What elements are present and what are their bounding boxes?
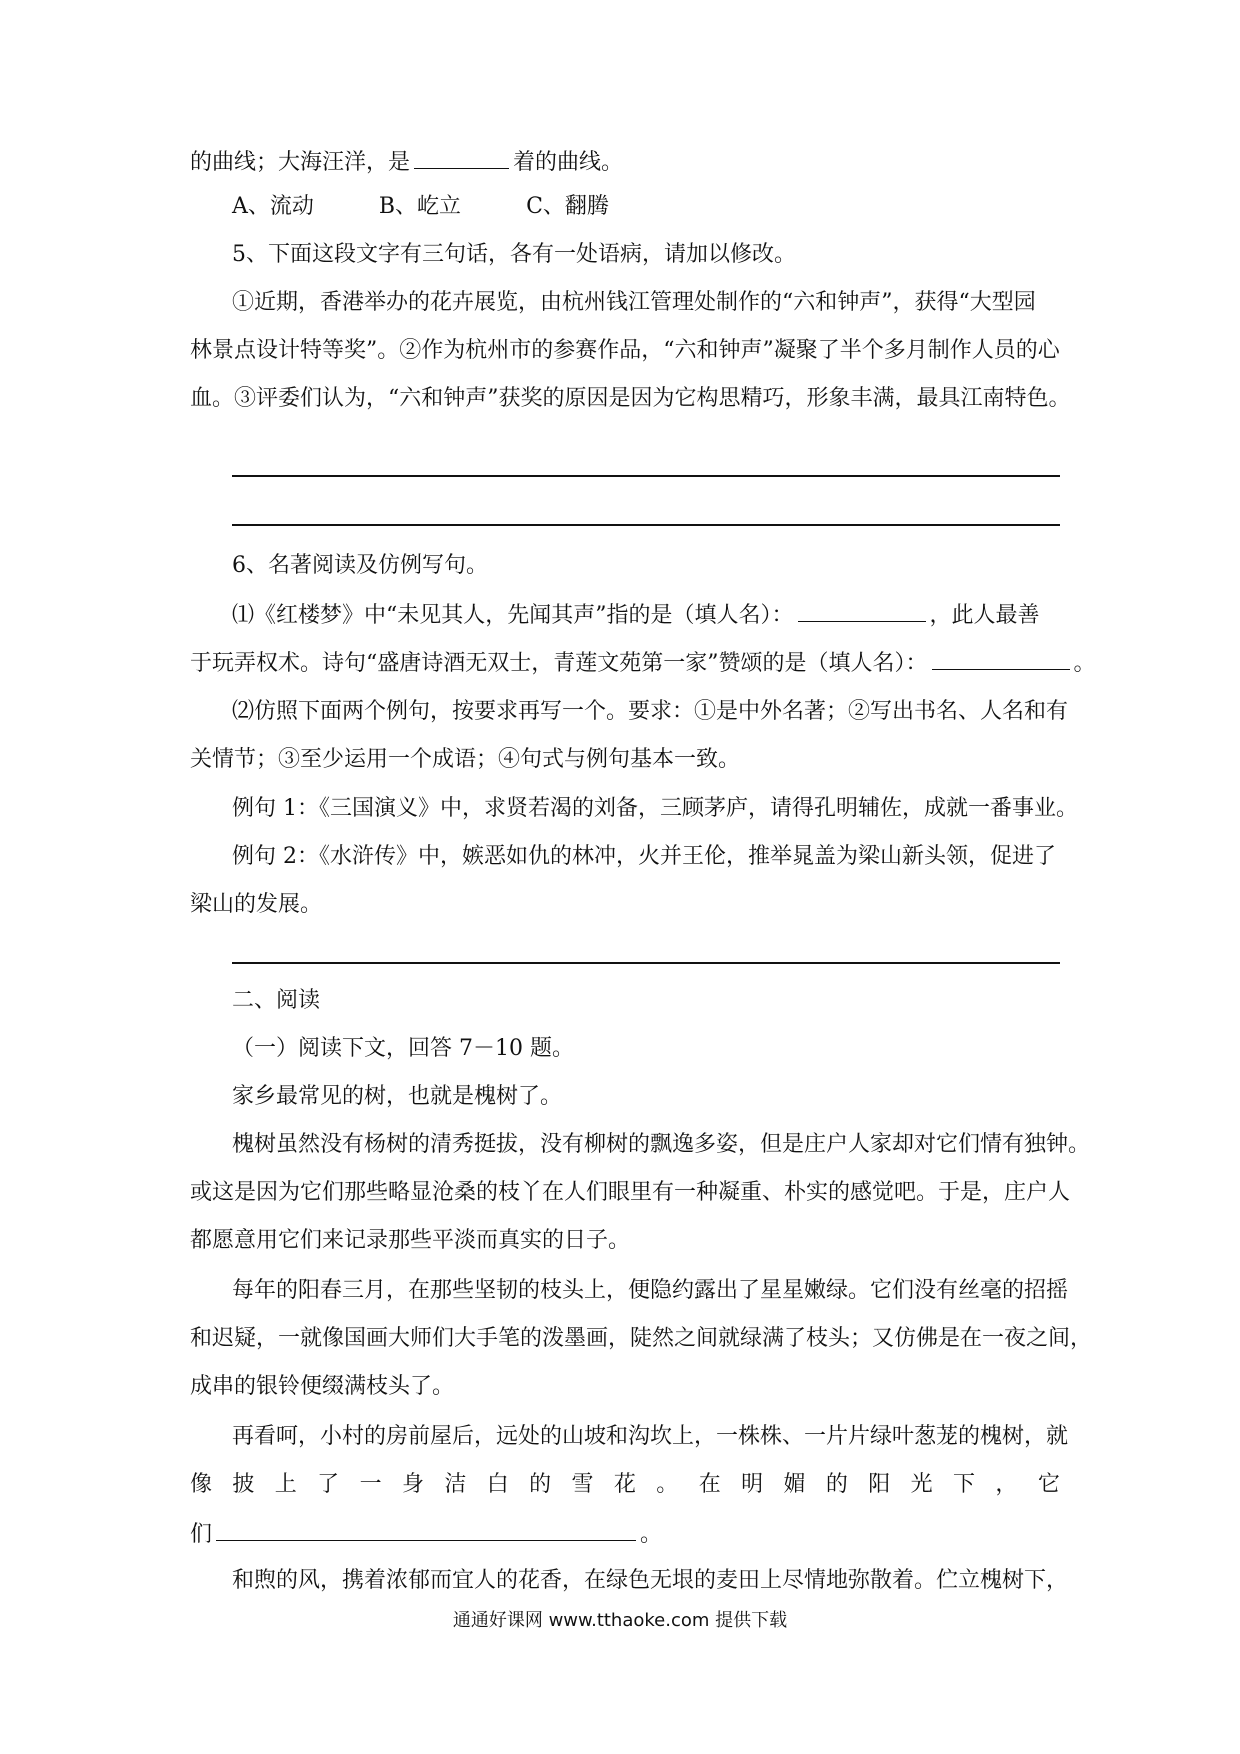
q6-part1-text: ⑴《红楼梦》中“未见其人，先闻其声”指的是（填人名）： <box>232 603 794 628</box>
section-title: 二、阅读 <box>232 988 321 1013</box>
q4-options <box>232 192 1060 222</box>
justified-char: 的 <box>529 1472 552 1497</box>
justified-char: 它 <box>1037 1472 1060 1497</box>
option-c: C、翻腾 <box>526 194 609 219</box>
q6-prompt: 6、名著阅读及仿例写句。 <box>232 553 488 578</box>
q6-part2-line: ⑵仿照下面两个例句，按要求再写一个。要求：①是中外名著；②写出书名、人名和有 <box>232 699 1069 724</box>
passage-line: 再看呵，小村的房前屋后，远处的山坡和沟坎上，一株株、一片片绿叶葱茏的槐树，就 <box>232 1424 1069 1449</box>
answer-line[interactable] <box>232 962 1060 964</box>
passage-para: 家乡最常见的树，也就是槐树了。 <box>232 1084 563 1109</box>
q6-example2-line: 梁山的发展。 <box>190 892 323 917</box>
justified-char: 雪 <box>571 1472 594 1497</box>
passage-line: 槐树虽然没有杨树的清秀挺拔，没有柳树的飘逸多姿，但是庄户人家却对它们情有独钟。 <box>232 1132 1091 1157</box>
justified-char: 一 <box>359 1472 382 1497</box>
justified-char: 阳 <box>868 1472 891 1497</box>
justified-char: 了 <box>317 1472 340 1497</box>
q4-text-post: 着的曲线。 <box>513 150 624 175</box>
justified-char: 光 <box>910 1472 933 1497</box>
passage-line: 成串的银铃便缀满枝头了。 <box>190 1374 455 1399</box>
passage-line: 和迟疑，一就像国画大师们大手笔的泼墨画，陡然之间就绿满了枝头；又仿佛是在一夜之间， <box>190 1326 1093 1351</box>
justified-char: 媚 <box>783 1472 806 1497</box>
q5-prompt: 5、下面这段文字有三句话，各有一处语病，请加以修改。 <box>232 242 796 267</box>
q5-text-line: 血。③评委们认为，“六和钟声”获奖的原因是因为它构思精巧，形象丰满，最具江南特色。 <box>190 386 1071 411</box>
justified-char: 的 <box>825 1472 848 1497</box>
justified-char: 上 <box>274 1472 297 1497</box>
section-sub: （一）阅读下文，回答 7－10 题。 <box>232 1036 574 1061</box>
passage-text-pre: 们 <box>190 1522 213 1547</box>
answer-blank[interactable] <box>798 599 926 622</box>
passage-justified-line <box>190 1470 1060 1500</box>
q5-text-line: 林景点设计特等奖”。②作为杭州市的参赛作品，“六和钟声”凝聚了半个多月制作人员的心 <box>190 338 1060 363</box>
passage-line: 都愿意用它们来记录那些平淡而真实的日子。 <box>190 1228 631 1253</box>
q4-text-pre: 的曲线；大海汪洋，是 <box>190 150 411 175</box>
answer-blank[interactable] <box>414 146 509 169</box>
justified-char: 白 <box>486 1472 509 1497</box>
q6-part1-text2: 于玩弄权术。诗句“盛唐诗酒无双士，青莲文苑第一家”赞颂的是（填人名）： <box>190 651 928 676</box>
justified-char: 身 <box>401 1472 424 1497</box>
q5-text-line: ①近期，香港举办的花卉展览，由杭州钱江管理处制作的“六和钟声”，获得“大型园 <box>232 290 1036 315</box>
justified-char: 。 <box>656 1472 679 1497</box>
option-b: B、屹立 <box>378 194 462 219</box>
passage-line: 或这是因为它们那些略显沧桑的枝丫在人们眼里有一种凝重、朴实的感觉吧。于是，庄户人 <box>190 1180 1071 1205</box>
q6-part2-line: 关情节；③至少运用一个成语；④句式与例句基本一致。 <box>190 747 741 772</box>
justified-char: 下 <box>953 1472 976 1497</box>
justified-char: 明 <box>741 1472 764 1497</box>
justified-char: 花 <box>613 1472 636 1497</box>
answer-blank[interactable] <box>216 1518 636 1541</box>
answer-line[interactable] <box>232 475 1060 477</box>
justified-char: 像 <box>190 1472 213 1497</box>
q4-line <box>190 146 1060 178</box>
passage-line: 每年的阳春三月，在那些坚韧的枝头上，便隐约露出了星星嫩绿。它们没有丝毫的招摇 <box>232 1278 1069 1303</box>
q6-example1: 例句 1：《三国演义》中，求贤若渴的刘备，三顾茅庐，请得孔明辅佐，成就一番事业。 <box>232 796 1078 821</box>
option-a: A、流动 <box>232 194 314 219</box>
passage-line: 和煦的风，携着浓郁而宜人的花香，在绿色无垠的麦田上尽情地弥散着。伫立槐树下， <box>232 1568 1069 1593</box>
justified-char: 披 <box>232 1472 255 1497</box>
q6-part1-line <box>232 599 1060 631</box>
answer-blank[interactable] <box>932 647 1070 670</box>
q6-part1-line2 <box>190 647 1096 679</box>
q6-example2-line: 例句 2：《水浒传》中，嫉恶如仇的林冲，火并王伦，推举晁盖为梁山新头领，促进了 <box>232 844 1056 869</box>
footer-credit: 通通好课网 www.tthaoke.com 提供下载 <box>452 1610 788 1631</box>
answer-line[interactable] <box>232 524 1060 526</box>
q6-part1-text-post: ，此人最善 <box>929 603 1040 628</box>
passage-text-post: 。 <box>640 1522 663 1547</box>
passage-blank-line <box>190 1518 1060 1550</box>
justified-char: 洁 <box>444 1472 467 1497</box>
justified-chars <box>190 1470 1060 1500</box>
justified-char: 在 <box>698 1472 721 1497</box>
q6-part1-text2-post: 。 <box>1073 651 1096 676</box>
justified-char: ， <box>995 1472 1018 1497</box>
